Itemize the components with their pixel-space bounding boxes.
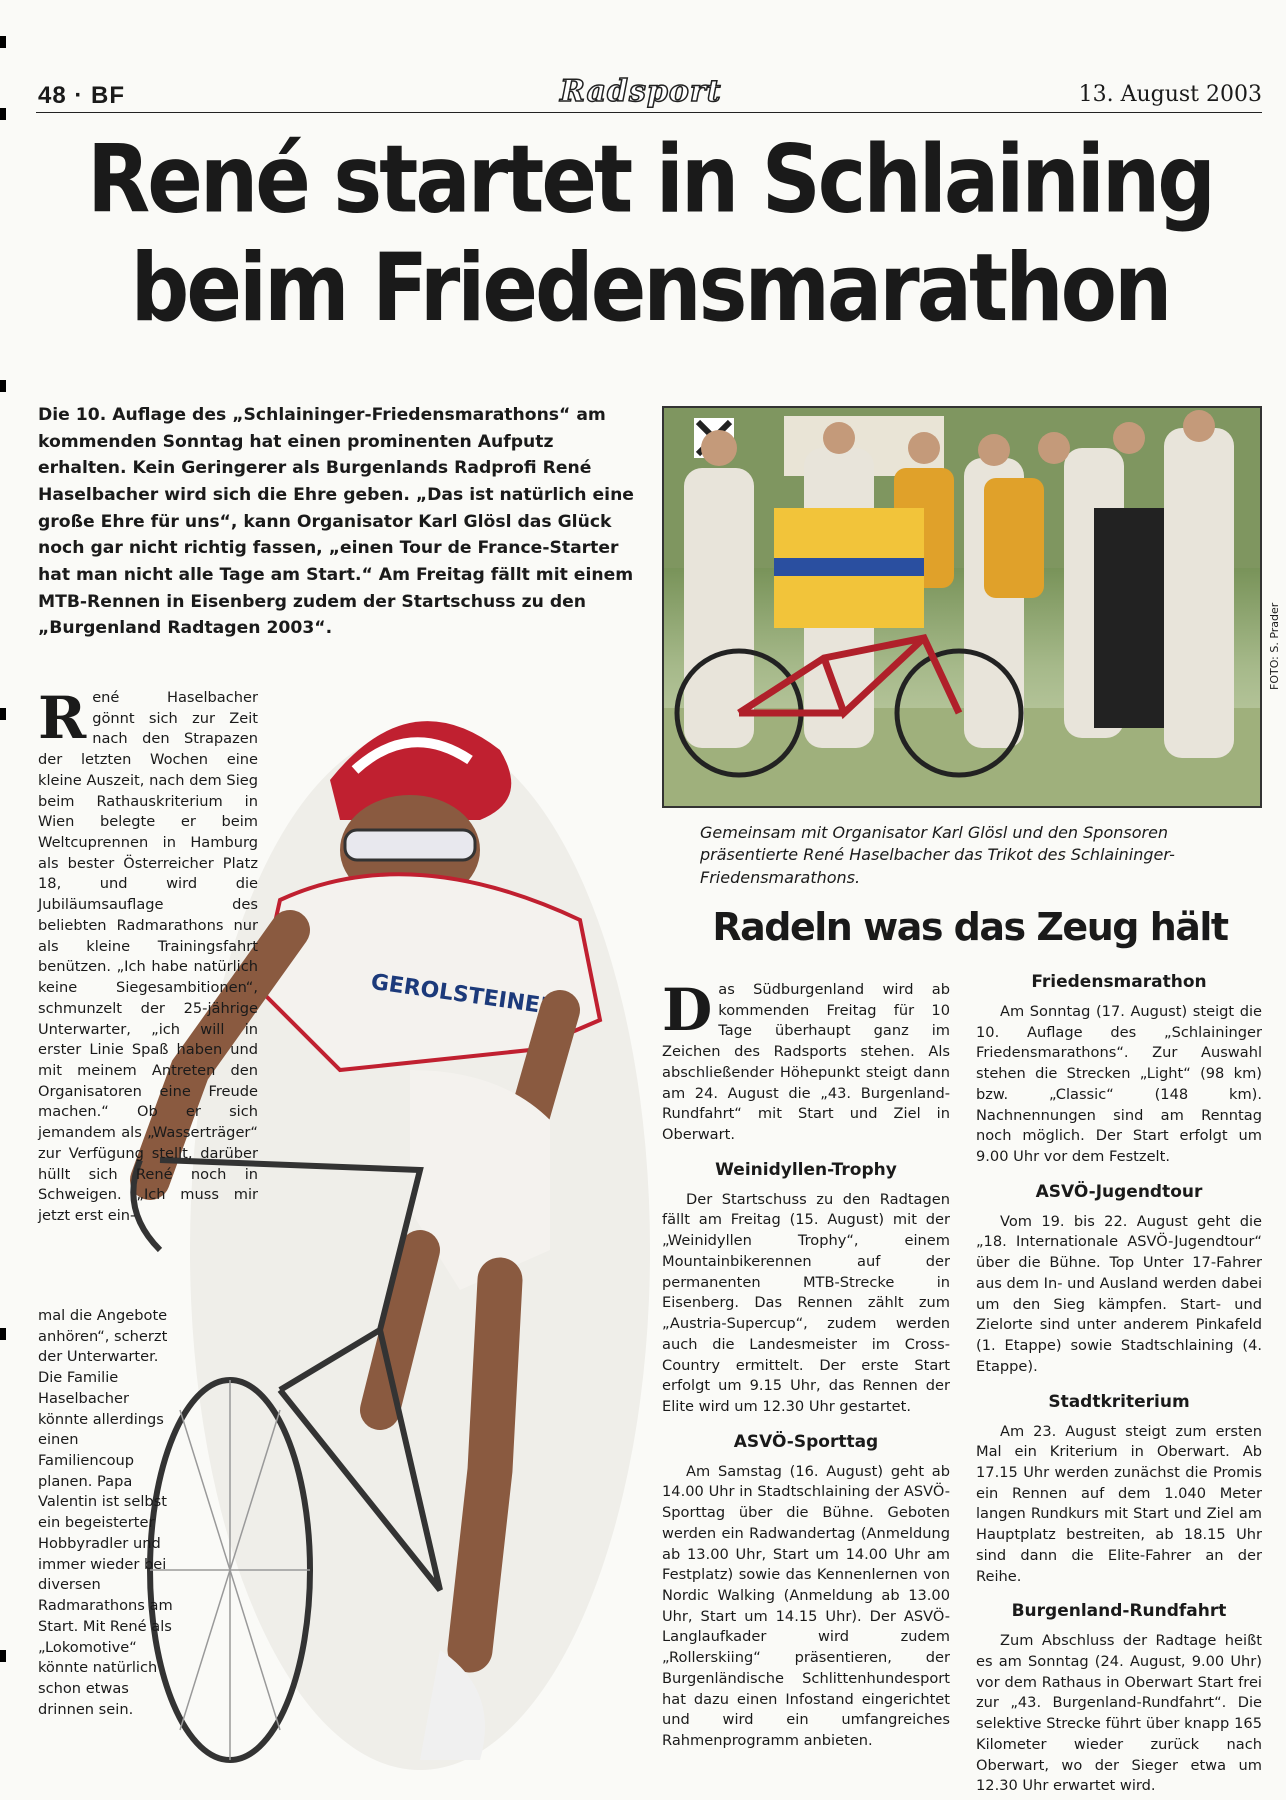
section-text: Zum Abschluss der Radtage heißt es am Sonntag (24. August, 9.00 Uhr) vor dem Rathaus in Oberwart Start frei zur „43. Burgenland-Rundfahrt“. Die selektive Strecke führt über knapp 165 Kilometer wieder zurück nach Oberwart, wo der Sieger etwa um 12.30 Uhr erwartet wird. [976,1632,1262,1795]
masthead-rule [36,112,1262,113]
edge-mark [0,708,6,720]
article-dropcap: R [38,684,87,752]
lead-paragraph: Die 10. Auflage des „Schlaininger-Friedensmarathons“ am kommenden Sonntag hat einen prominenten Aufputz erhalten. Kein Geringerer als Burgenlands Radprofi René Haselbacher wird sich die Ehre geben. „Das ist natürlich eine große Ehre für uns“, kann Organisator Karl Glösl das Glück noch gar nicht richtig fassen, „einen Tour de France-Starter hat man nicht alle Tage am Start.“ Am Freitag fällt mit einem MTB-Rennen in Eisenberg zudem der Startschuss zu den „Burgenland Radtagen 2003“. [38,405,634,639]
section-title: Weinidyllen-Trophy [715,1159,897,1180]
edge-mark [0,1328,6,1340]
group-photo-illustration [664,408,1260,806]
section-name: Radsport [560,74,722,109]
box-column-left [662,976,950,1752]
edge-mark [0,380,6,392]
section-title: Stadtkriterium [1048,1391,1190,1412]
article-body-top [38,684,328,1227]
section-text: Vom 19. bis 22. August geht die „18. Internationale ASVÖ-Jugendtour“ über die Bühne. Top Unter 17-Fahrer aus dem In- und Ausland werden dabei um den Sieg kämpfen. Start- und Zielorte sind unter anderem Pinkafeld (1. Etappe) sowie Stadtschlaining (4. Etappe). [976,1212,1262,1375]
box-intro-text: as Südburgenland wird ab kommenden Freitag für 10 Tage überhaupt ganz im Zeichen des Radsports stehen. Als abschließender Höhepunkt steigt dann am 24. August die „43. Burgenland-Rundfahrt“ mit Start und Ziel in Oberwart. [662,981,950,1144]
headline-line-2: beim Friedensmarathon [130,234,1170,343]
page-number: 48 · BF [38,82,126,109]
section-title: ASVÖ-Jugendtour [1035,1181,1203,1202]
section-text: Am Sonntag (17. August) steigt die 10. Auflage des „Schlaininger Friedensmarathons“. Zur Auswahl stehen die Strecken „Light“ (98 km) bzw. „Classic“ (148 km). Nachnennungen sind am Renntag noch möglich. Der Start erfolgt um 9.00 Uhr vor dem Festzelt. [976,1003,1262,1166]
box-title: Radeln was das Zeug hält [712,905,1228,949]
article-body-bottom: mal die Angebote anhören“, scherzt der Unterwarter. Die Familie Haselbacher könnte allerdings einen Familiencoup planen. Papa Valentin ist selbst ein begeisterter Hobbyradler und immer wieder bei diversen Radmarathons am Start. Mit René als „Lokomotive“ könnte natürlich schon etwas drinnen sein. [38,1307,173,1718]
edge-mark [0,1650,6,1662]
box-intro [662,976,950,1146]
edge-mark [0,36,6,48]
section-text: Der Startschuss zu den Radtagen fällt am Freitag (15. August) mit der „Weinidyllen Trophy“, einem Mountainbikerennen auf der permanenten MTB-Strecke in Eisenberg. Das Rennen zählt zum „Austria-Supercup“, zudem werden auch die Landesmeister im Cross-Country ermittelt. Der erste Start erfolgt um 9.15 Uhr, das Rennen der Elite wird um 12.30 Uhr gestartet. [662,1190,950,1415]
headline-line-1: René startet in Schlaining [87,126,1213,235]
section-text: Am 23. August steigt zum ersten Mal ein Kriterium in Oberwart. Ab 17.15 Uhr werden zunächst die Promis ein Rennen auf dem 1.040 Meter langen Rundkurs mit Start und Ziel am Hauptplatz bestreiten, ab 18.15 Uhr sind dann die Elite-Fahrer an der Reihe. [976,1422,1262,1585]
photo-credit: FOTO: S. Prader [1268,602,1281,690]
section-title: Burgenland-Rundfahrt [1011,1601,1227,1622]
box-column-right [976,972,1262,1797]
box-dropcap: D [662,976,713,1044]
section-text: Am Samstag (16. August) geht ab 14.00 Uhr in Stadtschlaining der ASVÖ-Sporttag über die Bühne. Geboten werden ein Radwandertag (Anmeldung ab 13.00 Uhr, Start um 14.00 Uhr am Festplatz) sowie das Kennenlernen von Nordic Walking (Anmeldung ab 13.00 Uhr, Start um 14.15 Uhr). Der ASVÖ-Langlaufkader wird zudem „Rollerskiing“ präsentieren, der Burgenländische Schlittenhundesport hat dazu einen Infostand eingerichtet und wird ein umfangreiches Rahmenprogramm anbieten. [662,1462,950,1749]
article-text-top: ené Haselbacher gönnt sich zur Zeit nach den Strapazen der letzten Wochen eine kleine Auszeit, nach dem Sieg beim Rathauskriterium in Wien belegte er beim Weltcuprennen in Hamburg als bester Österreicher Platz 18, und wird die Jubiläumsauflage des beliebten Radmarathons nur als kleine Trainingsfahrt benützen. „Ich habe natürlich keine Siegesambitionen“, schmunzelt der 25-jährige Unterwarter, „ich will in erster Linie Spaß haben und mit meinem Antreten den Organisatoren eine Freude machen.“ Ob er sich jemandem als „Wasserträger“ zur Verfügung stellt, darüber hüllt sich René noch in Schweigen. „Ich muss mir jetzt erst ein- [38,689,258,1224]
section-title: ASVÖ-Sporttag [733,1431,879,1452]
issue-date: 13. August 2003 [1078,82,1262,107]
section-title: Friedensmarathon [1031,972,1207,992]
edge-mark [0,108,6,120]
group-photo [662,406,1262,808]
svg-text:GEROLSTEINER: GEROLSTEINER [369,969,559,1021]
headline [40,126,1260,343]
photo-caption: Gemeinsam mit Organisator Karl Glösl und den Sponsoren präsentierte René Haselbacher das Trikot des Schlaininger-Friedensmarathons. [700,823,1175,887]
